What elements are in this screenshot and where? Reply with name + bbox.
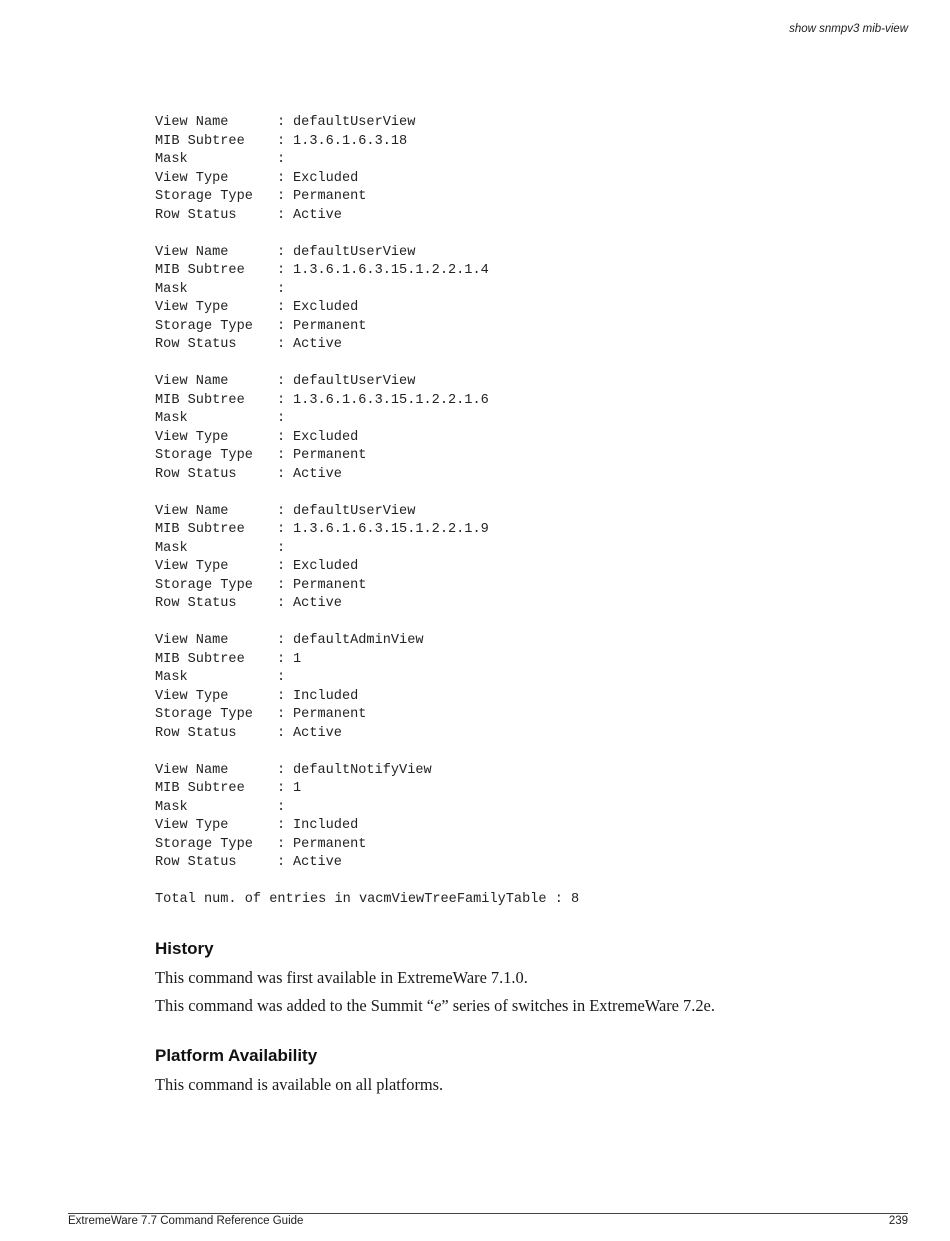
field-value: Permanent [293,707,367,722]
output-row [155,521,855,540]
field-name: Mask [155,281,188,297]
field-name: Mask [155,670,188,685]
field-value: Permanent [293,189,367,204]
output-row [155,318,855,337]
field-separator: : [277,836,286,852]
field-value: Active [293,207,342,223]
output-row [155,151,855,170]
field-separator: : [277,189,286,204]
field-value: Active [293,337,342,352]
field-separator: : [277,688,286,704]
output-row [155,188,855,207]
output-row [155,299,855,318]
history-heading: History [155,939,214,958]
field-separator: : [277,781,286,796]
field-value: Permanent [293,577,367,593]
field-name: View Type [155,429,229,445]
output-row [155,429,855,448]
field-value: 1.3.6.1.6.3.15.1.2.2.1.6 [293,392,489,408]
output-row [155,595,855,614]
view-entry [155,114,855,225]
field-separator: : [277,503,286,519]
field-name: View Type [155,170,229,186]
field-separator: : [277,818,286,833]
output-row [155,410,855,429]
field-name: Mask [155,540,188,556]
output-row [155,854,855,873]
field-name: Row Status [155,337,237,352]
output-row [155,133,855,152]
output-row [155,281,855,300]
field-value: Excluded [293,300,359,315]
running-header: show snmpv3 mib-view [789,23,908,35]
output-row [155,244,855,263]
field-separator: : [277,170,286,186]
output-row [155,688,855,707]
view-entry [155,373,855,484]
output-row [155,632,855,651]
output-row [155,466,855,485]
field-name: Mask [155,411,188,426]
field-separator: : [277,540,286,556]
field-separator: : [277,855,286,870]
field-separator: : [277,633,286,648]
field-name: Row Status [155,207,237,223]
output-row [155,392,855,411]
history-paragraph-1: This command was first available in ExtremeWare 7.1.0. [155,968,528,987]
field-value: Active [293,596,342,611]
field-value: defaultAdminView [293,633,424,648]
field-separator: : [277,337,286,352]
field-separator: : [277,133,286,149]
field-separator: : [277,670,286,685]
view-entry [155,762,855,873]
field-name: View Name [155,503,229,519]
field-separator: : [277,522,286,537]
history-paragraph-2-italic: e [434,996,442,1015]
field-separator: : [277,300,286,315]
field-separator: : [277,429,286,445]
field-name: Mask [155,152,188,167]
field-name: MIB Subtree [155,133,245,149]
field-value: 1.3.6.1.6.3.15.1.2.2.1.4 [293,263,489,278]
field-value: Included [293,818,359,833]
view-entry [155,503,855,614]
output-row [155,725,855,744]
field-separator: : [277,244,286,260]
output-row [155,706,855,725]
field-name: View Type [155,688,229,704]
field-name: Mask [155,799,188,815]
field-separator: : [277,392,286,408]
view-entry [155,632,855,743]
output-row [155,373,855,392]
field-name: Storage Type [155,707,253,722]
field-value: Active [293,855,342,870]
field-name: Row Status [155,855,237,870]
field-separator: : [277,725,286,741]
field-name: MIB Subtree [155,392,245,408]
history-paragraph-2-before: This command was added to the Summit “ [155,996,435,1015]
field-separator: : [277,152,286,167]
field-name: View Name [155,244,229,260]
field-value: Excluded [293,559,359,574]
output-row [155,836,855,855]
field-separator: : [277,466,286,482]
field-value: 1.3.6.1.6.3.15.1.2.2.1.9 [293,522,489,537]
output-row [155,799,855,818]
field-separator: : [277,559,286,574]
field-separator: : [277,115,286,130]
footer-divider [68,1213,908,1214]
footer-guide-title: ExtremeWare 7.7 Command Reference Guide [68,1215,304,1227]
output-row [155,262,855,281]
field-name: View Type [155,818,229,833]
field-separator: : [277,577,286,593]
output-row [155,336,855,355]
field-name: View Type [155,300,229,315]
field-value: Permanent [293,448,367,463]
field-separator: : [277,318,286,334]
field-value: Excluded [293,429,359,445]
field-name: Storage Type [155,836,253,852]
output-row [155,558,855,577]
field-value: 1 [293,651,302,667]
field-name: View Name [155,374,229,389]
field-value: Permanent [293,318,367,334]
field-name: Storage Type [155,577,253,593]
field-name: Storage Type [155,448,253,463]
field-separator: : [277,263,286,278]
command-output [155,114,855,910]
field-separator: : [277,374,286,389]
output-row [155,817,855,836]
output-row [155,503,855,522]
view-entry [155,244,855,355]
field-separator: : [277,762,286,778]
field-value: Permanent [293,836,367,852]
field-value: 1 [293,781,302,796]
field-value: defaultUserView [293,115,416,130]
platform-availability-paragraph: This command is available on all platforms. [155,1075,444,1094]
field-name: Row Status [155,466,237,482]
field-value: Active [293,466,342,482]
field-separator: : [277,448,286,463]
field-value: Included [293,688,359,704]
field-name: MIB Subtree [155,522,245,537]
total-entries-line: Total num. of entries in vacmViewTreeFamilyTable : 8 [155,892,580,907]
field-value: defaultUserView [293,503,416,519]
field-name: Row Status [155,596,237,611]
output-row [155,114,855,133]
output-row [155,780,855,799]
field-separator: : [277,411,286,426]
footer-page-number: 239 [888,1215,908,1227]
output-row [155,447,855,466]
history-paragraph-2 [155,996,715,1016]
field-value: Excluded [293,170,359,186]
field-name: View Name [155,115,229,130]
field-name: MIB Subtree [155,781,245,796]
field-separator: : [277,281,286,297]
output-row [155,762,855,781]
output-row [155,207,855,226]
output-row [155,651,855,670]
field-name: Storage Type [155,189,253,204]
field-name: Row Status [155,725,237,741]
field-value: defaultUserView [293,374,416,389]
field-separator: : [277,707,286,722]
history-paragraph-2-after: ” series of switches in ExtremeWare 7.2e. [441,996,715,1015]
field-value: Active [293,725,342,741]
field-name: View Name [155,762,229,778]
field-separator: : [277,799,286,815]
field-name: MIB Subtree [155,263,245,278]
field-separator: : [277,596,286,611]
field-name: View Type [155,559,229,574]
output-row [155,170,855,189]
field-separator: : [277,651,286,667]
field-name: MIB Subtree [155,651,245,667]
output-row [155,577,855,596]
field-name: Storage Type [155,318,253,334]
field-separator: : [277,207,286,223]
platform-availability-heading: Platform Availability [155,1046,318,1065]
field-value: 1.3.6.1.6.3.18 [293,133,408,149]
field-value: defaultUserView [293,244,416,260]
field-value: defaultNotifyView [293,762,432,778]
field-name: View Name [155,633,229,648]
output-row [155,669,855,688]
output-row [155,540,855,559]
